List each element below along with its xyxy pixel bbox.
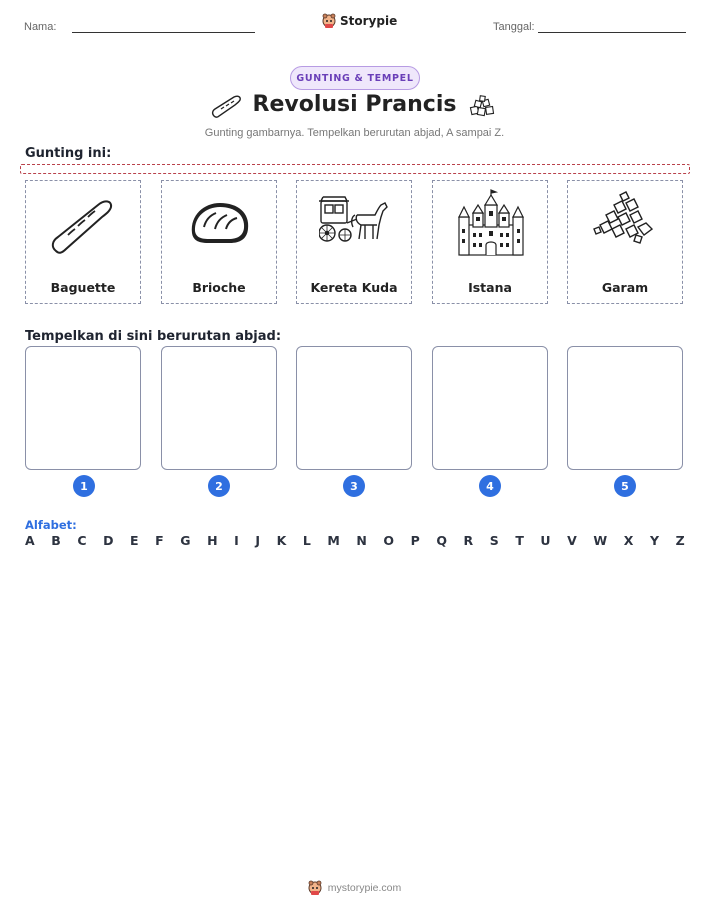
alphabet-title: Alfabet: [25,518,77,532]
salt-icon [468,95,498,119]
salt-icon [590,189,662,261]
alphabet-letter: R [463,533,474,548]
baguette-icon [48,189,120,261]
paste-slot-5[interactable] [567,346,683,470]
name-label: Nama: [24,21,57,33]
cut-heading: Gunting ini: [25,146,112,161]
horse-carriage-icon [319,189,391,261]
page-subtitle: Gunting gambarnya. Tempelkan berurutan abjad, A sampai Z. [204,127,505,139]
alphabet-letter: Z [675,533,685,548]
paste-slot-1[interactable] [25,346,141,470]
alphabet-letter: C [77,533,87,548]
footer [0,880,709,896]
brand-logo [322,13,397,29]
alphabet-letter: G [180,533,191,548]
alphabet-letter: X [623,533,634,548]
cut-card-brioche[interactable] [161,180,277,304]
alphabet-letter: T [515,533,524,548]
activity-tag: GUNTING & TEMPEL [290,66,420,90]
alphabet-letter: P [410,533,420,548]
alphabet-letter: D [103,533,114,548]
cut-card-istana[interactable] [432,180,548,304]
alphabet-row [25,533,685,548]
alphabet-letter: L [302,533,311,548]
paste-heading: Tempelkan di sini berurutan abjad: [25,329,282,344]
paste-slot-2[interactable] [161,346,277,470]
alphabet-letter: W [593,533,608,548]
card-label: Brioche [192,280,246,295]
date-label: Tanggal: [493,21,535,33]
card-label: Garam [601,280,649,295]
alphabet-letter: E [130,533,139,548]
cut-card-baguette[interactable] [25,180,141,304]
alphabet-letter: N [356,533,367,548]
slot-number-badge: 1 [73,475,95,497]
card-label: Baguette [50,280,116,295]
slot-number-badge: 3 [343,475,365,497]
card-label: Istana [468,280,512,295]
paste-slot-3[interactable] [296,346,412,470]
storypie-mascot-icon [322,13,336,29]
page-title: Revolusi Prancis [252,92,457,117]
date-line[interactable] [538,32,686,33]
alphabet-letter: V [567,533,577,548]
storypie-mascot-icon [308,880,322,896]
alphabet-letter: I [234,533,239,548]
cut-card-garam[interactable] [567,180,683,304]
cut-card-kereta-kuda[interactable] [296,180,412,304]
brand-name: Storypie [340,14,398,28]
alphabet-letter: J [255,533,260,548]
card-label: Kereta Kuda [310,280,398,295]
alphabet-letter: M [327,533,340,548]
footer-site: mystorypie.com [327,882,402,894]
alphabet-letter: U [540,533,551,548]
palace-icon [455,189,527,261]
slot-number-badge: 5 [614,475,636,497]
alphabet-letter: B [51,533,61,548]
alphabet-letter: H [207,533,218,548]
paste-slot-4[interactable] [432,346,548,470]
alphabet-letter: Y [649,533,659,548]
alphabet-letter: K [276,533,287,548]
cut-line [20,164,690,174]
alphabet-letter: S [489,533,499,548]
alphabet-letter: Q [436,533,447,548]
name-line[interactable] [72,32,255,33]
brioche-icon [184,189,256,261]
slot-number-badge: 4 [479,475,501,497]
slot-number-badge: 2 [208,475,230,497]
alphabet-letter: O [383,533,395,548]
alphabet-letter: A [25,533,35,548]
alphabet-letter: F [155,533,164,548]
